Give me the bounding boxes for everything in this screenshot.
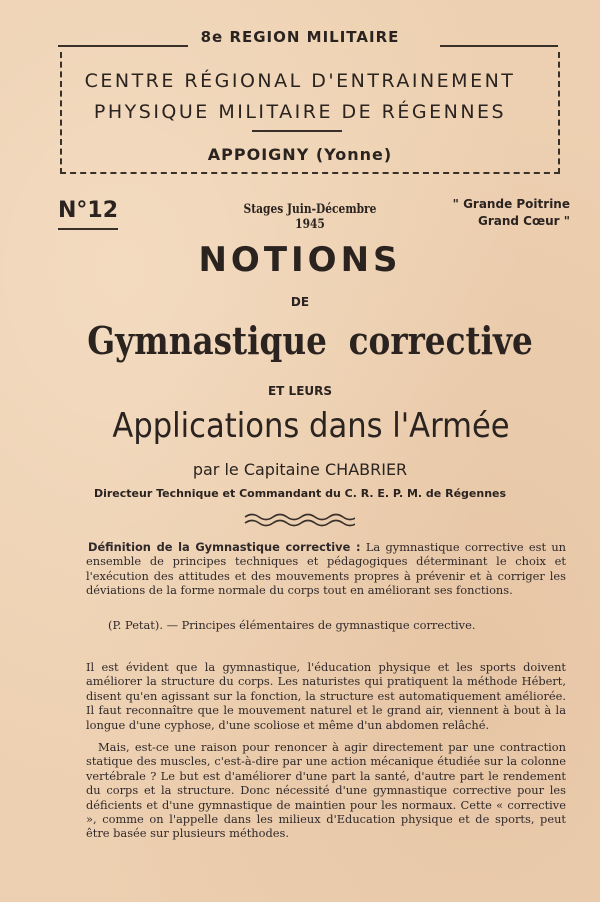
title-notions: NOTIONS: [198, 240, 402, 280]
title-de: DE: [290, 295, 310, 309]
region-rule-right: [440, 45, 558, 47]
centre-name-line-2: PHYSIQUE MILITAIRE DE RÉGENNES: [93, 101, 507, 123]
definition-paragraph: [86, 540, 566, 598]
stages-dates: Stages Juin-Décembre 1945: [243, 202, 377, 232]
citation: (P. Petat). — Principes élémentaires de gymnastique corrective.: [108, 618, 476, 632]
main-title: Gymnastique corrective: [87, 318, 533, 363]
body-paragraph-2: Mais, est-ce une raison pour renoncer à agir directement par une contraction statique des muscles, c'est-à-dire par une action mécanique étudiée sur la colonne vertébrale ? Le but est d'améliorer d'une part la santé, d'autre part le rendement du corps et la structure. Donc nécessité d'une gymnastique corrective pour les déficients et d'une gymnastique de maintien pour les normaux. Cette « corrective », comme on l'appelle dans les milieux d'Education physique et de sports, peut être basée sur plusieurs méthodes.: [86, 740, 566, 841]
author-byline: par le Capitaine CHABRIER: [192, 460, 408, 479]
definition-label: Définition de la Gymnastique corrective :: [88, 540, 361, 554]
title-et-leurs: ET LEURS: [267, 384, 333, 398]
body-paragraph-1: Il est évident que la gymnastique, l'éducation physique et les sports doivent améliorer la structure du corps. Les naturistes qui pratiquent la méthode Hébert, disent qu'en agissant sur la fonction, la structure est automatiquement améliorée. Il faut reconnaître que le mouvement naturel et le grand air, viennent à bout à la longue d'une cyphose, d'une scoliose et même d'un abdomen relâché.: [86, 660, 566, 732]
motto-line-1: " Grande Poitrine: [452, 197, 570, 211]
definition-text: La gymnastique corrective est un ensemble de principes techniques et pédagogiques déterminant le choix et l'exécution des attitudes et des mouvements propres à prévenir et à corriger les déviations de la forme normale du corps tout en améliorant ses fonctions.: [86, 540, 566, 598]
region-heading: 8e REGION MILITAIRE: [200, 28, 400, 46]
author-role: Directeur Technique et Commandant du C. R. E. P. M. de Régennes: [93, 487, 507, 500]
motto-line-2: Grand Cœur ": [477, 214, 570, 228]
centre-name-line-1: CENTRE RÉGIONAL D'ENTRAINEMENT: [84, 70, 516, 92]
issue-number: N°12: [58, 198, 119, 223]
motto: [420, 196, 570, 230]
centre-divider: [252, 130, 342, 132]
location-heading: APPOIGNY (Yonne): [207, 145, 393, 164]
sub-title: Applications dans l'Armée: [112, 406, 510, 446]
issue-underline: [58, 228, 118, 230]
region-rule-left: [58, 45, 188, 47]
wave-ornament-icon: [243, 513, 355, 527]
